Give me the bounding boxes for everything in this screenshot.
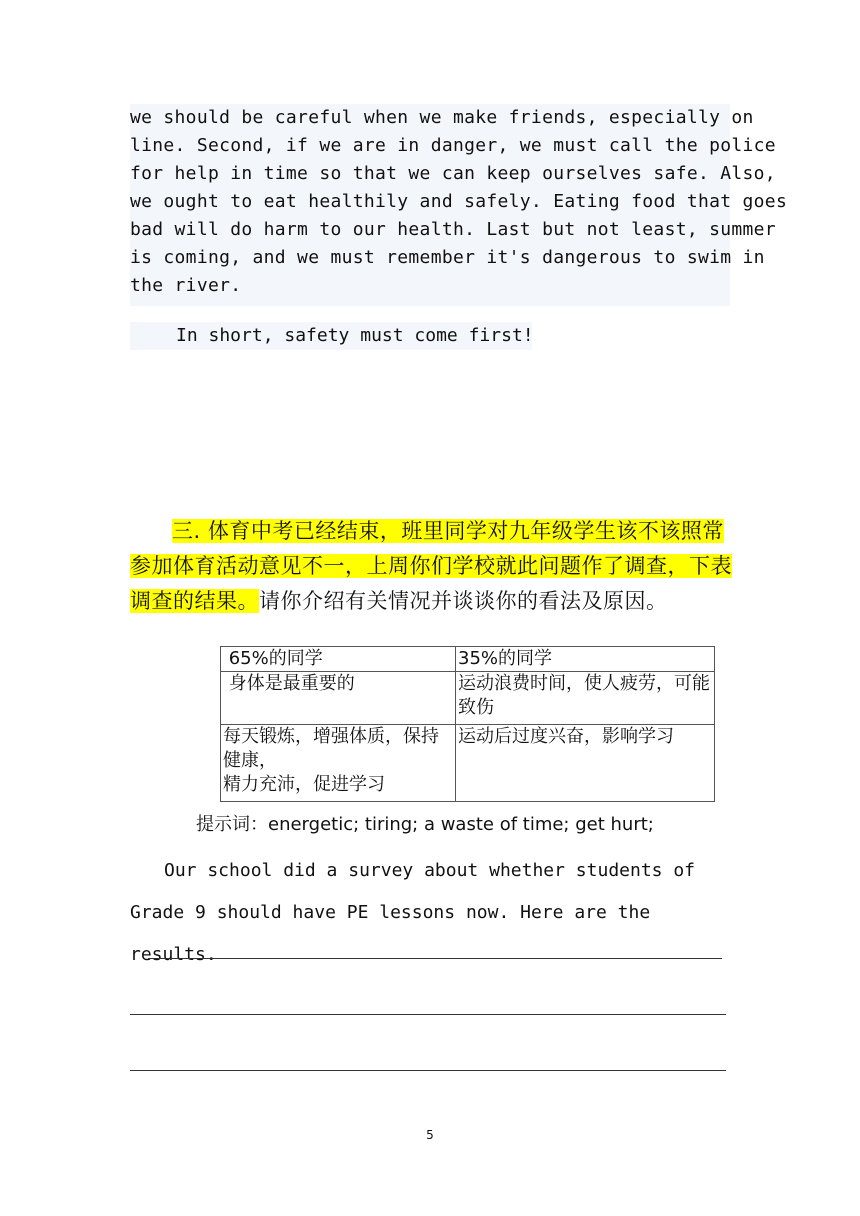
answer-line[interactable]: [130, 1070, 726, 1071]
task-instruction: 请你介绍有关情况并谈谈你的看法及原因。: [259, 589, 668, 613]
table-row: [221, 647, 715, 672]
task-highlighted-text: 三. 体育中考已经结束，班里同学对九年级学生该不该照常参加体育活动意见不一，上周你们学校就此问题作了调查，下表调查的结果。: [130, 519, 732, 613]
table-row: [221, 725, 715, 802]
essay-line: the river.: [130, 275, 242, 296]
essay-conclusion: In short, safety must come first!: [130, 322, 532, 350]
table-cell: 35%的同学: [456, 647, 715, 672]
task-prompt: [130, 514, 732, 619]
answer-line[interactable]: [148, 958, 722, 959]
essay-line: for help in time so that we can keep ourselves safe. Also,: [130, 163, 776, 184]
essay-line: we should be careful when we make friends, especially on: [130, 107, 754, 128]
table-cell: 每天锻炼，增强体质，保持健康， 精力充沛，促进学习: [221, 725, 456, 802]
table-cell: 65%的同学: [221, 647, 456, 672]
table-row: [221, 672, 715, 725]
essay-line: we ought to eat healthily and safely. Eating food that goes: [130, 191, 788, 212]
hint-words: 提示词：energetic; tiring; a waste of time; get hurt;: [196, 814, 654, 835]
essay-paragraph: [130, 104, 788, 306]
answer-line[interactable]: [130, 1014, 726, 1015]
essay-line: is coming, and we must remember it's dangerous to swim in: [130, 247, 765, 268]
table-cell: 身体是最重要的: [221, 672, 456, 725]
table-cell: 运动浪费时间，使人疲劳，可能致伤: [456, 672, 715, 725]
page-number: 5: [426, 1128, 434, 1142]
essay-line: bad will do harm to our health. Last but not least, summer: [130, 219, 776, 240]
table-cell: 运动后过度兴奋，影响学习: [456, 725, 715, 802]
essay-line: line. Second, if we are in danger, we must call the police: [130, 135, 776, 156]
survey-table: [220, 646, 715, 802]
starter-text: Our school did a survey about whether students of Grade 9 should have PE lessons now. Here are the results.: [130, 860, 696, 965]
